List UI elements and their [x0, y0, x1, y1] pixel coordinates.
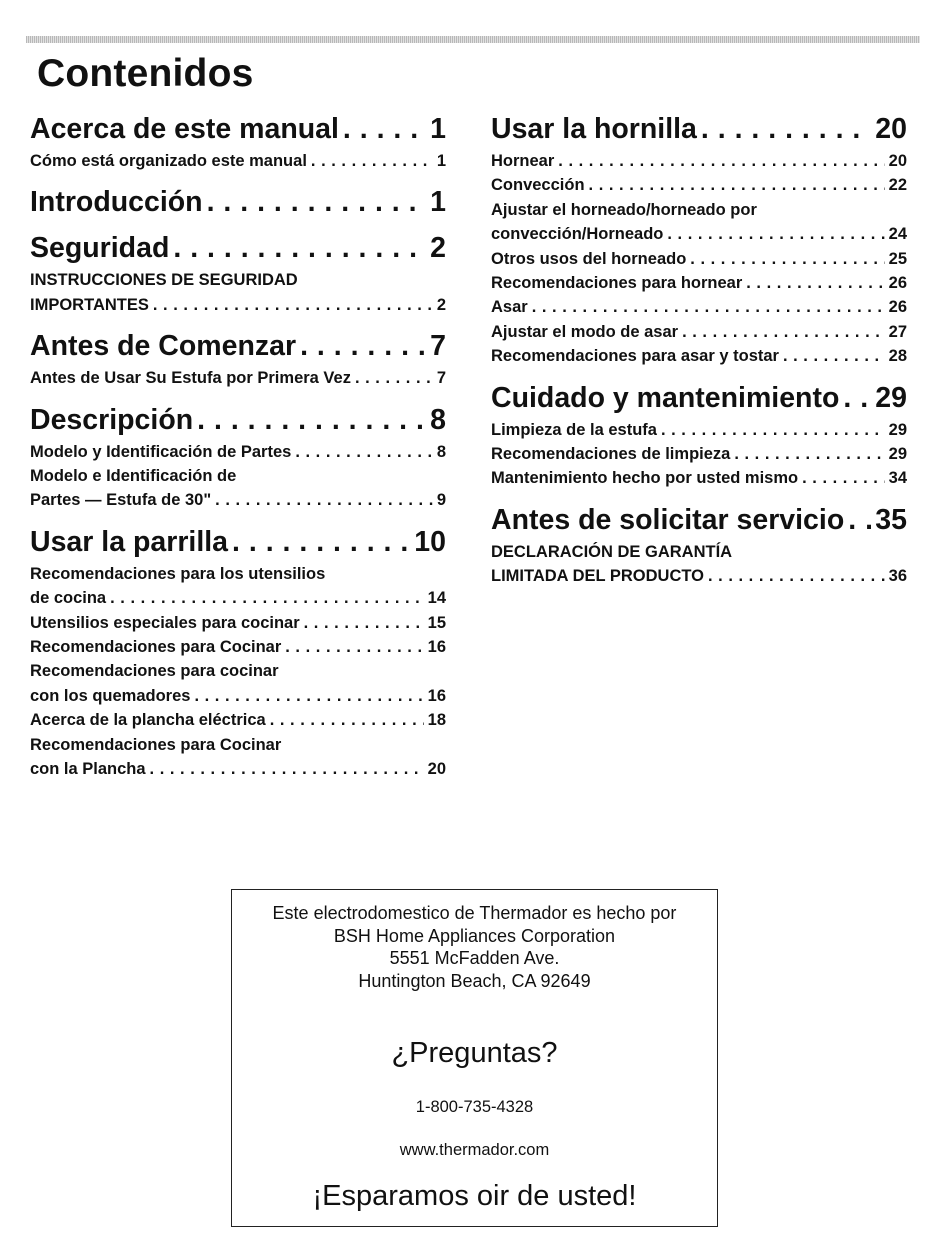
- toc-section-heading[interactable]: [30, 525, 446, 559]
- entry-page-number: 8: [436, 442, 446, 461]
- entry-page-number: 14: [427, 589, 446, 608]
- dot-leader: [311, 149, 433, 173]
- dot-leader: [848, 503, 871, 537]
- entry-page-number: 26: [888, 274, 907, 293]
- toc-entry-line: Recomendaciones para Cocinar: [30, 735, 282, 754]
- dot-leader: [667, 222, 884, 246]
- toc-entry-line: Recomendaciones para los utensilios: [30, 564, 326, 583]
- entry-page-number: 25: [888, 249, 907, 268]
- entry-title: Antes de Usar Su Estufa por Primera Vez: [30, 369, 351, 388]
- entry-title: Utensilios especiales para cocinar: [30, 613, 300, 632]
- toc-entry[interactable]: [491, 173, 907, 197]
- section-page-number: 20: [875, 113, 907, 145]
- dot-leader: [661, 418, 885, 442]
- toc-entry-line: Ajustar el horneado/horneado por: [491, 200, 757, 219]
- toc-entry[interactable]: [491, 271, 907, 295]
- entry-page-number: 15: [427, 613, 446, 632]
- dot-leader: [215, 488, 433, 512]
- manufacturer-address: [232, 902, 717, 992]
- dot-leader: [295, 440, 433, 464]
- toc-section-heading[interactable]: [491, 381, 907, 415]
- dot-leader: [110, 586, 424, 610]
- section-page-number: 35: [875, 503, 907, 536]
- toc-entry-line: INSTRUCCIONES DE SEGURIDAD: [30, 271, 298, 290]
- website-link[interactable]: www.thermador.com: [399, 1141, 550, 1159]
- entry-page-number: 16: [427, 686, 446, 705]
- section-page-number: 1: [430, 113, 446, 145]
- entry-title: Hornear: [491, 152, 555, 170]
- manufacturer-line: Este electrodomestico de Thermador es hecho por: [272, 903, 677, 923]
- dot-leader: [150, 757, 424, 781]
- entry-title: con los quemadores: [30, 686, 191, 705]
- toc-entry[interactable]: [30, 757, 446, 781]
- section-title: Antes de solicitar servicio: [491, 503, 845, 536]
- entry-title: Ajustar el modo de asar: [491, 322, 679, 341]
- questions-heading: ¿Preguntas?: [391, 1037, 558, 1069]
- entry-title: Modelo y Identificación de Partes: [30, 442, 292, 461]
- toc-entry[interactable]: [30, 293, 446, 317]
- toc-entry[interactable]: [30, 586, 446, 610]
- dot-leader: [802, 466, 885, 490]
- section-title: Descripción: [30, 403, 194, 436]
- dot-leader: [746, 271, 884, 295]
- entry-page-number: 26: [888, 298, 907, 317]
- page-title: Contenidos: [37, 52, 254, 95]
- toc-entry[interactable]: [30, 488, 446, 512]
- dot-leader: [173, 231, 426, 265]
- entry-page-number: 9: [436, 491, 446, 510]
- dot-leader: [734, 442, 884, 466]
- entry-title: Partes — Estufa de 30": [30, 491, 212, 510]
- entry-title: IMPORTANTES: [30, 295, 149, 314]
- toc-entry-line: Recomendaciones para cocinar: [30, 662, 279, 681]
- section-title: Seguridad: [30, 232, 170, 265]
- toc-left-column: [30, 112, 446, 782]
- toc-entry-line: DECLARACIÓN DE GARANTÍA: [491, 542, 733, 561]
- entry-title: Recomendaciones de limpieza: [491, 445, 731, 464]
- entry-title: Recomendaciones para hornear: [491, 274, 743, 293]
- toc-entry[interactable]: [30, 611, 446, 635]
- dot-leader: [682, 320, 885, 344]
- entry-page-number: 34: [888, 469, 907, 488]
- dot-leader: [285, 635, 423, 659]
- entry-page-number: 36: [888, 567, 907, 586]
- dot-leader: [197, 403, 426, 437]
- dot-leader: [843, 381, 871, 415]
- dot-leader: [690, 247, 884, 271]
- entry-title: convección/Horneado: [491, 225, 664, 244]
- toc-entry-line: Modelo e Identificación de: [30, 467, 237, 486]
- toc-section-heading[interactable]: [30, 185, 446, 219]
- entry-page-number: 7: [436, 369, 446, 388]
- toc-entry[interactable]: [491, 344, 907, 368]
- entry-title: de cocina: [30, 589, 107, 608]
- toc-entry[interactable]: [491, 149, 907, 173]
- dot-leader: [300, 329, 426, 363]
- dot-leader: [304, 611, 424, 635]
- section-title: Usar la hornilla: [491, 113, 697, 145]
- section-title: Antes de Comenzar: [30, 330, 297, 363]
- toc-entry[interactable]: [30, 684, 446, 708]
- entry-page-number: 2: [436, 295, 446, 314]
- entry-title: LIMITADA DEL PRODUCTO: [491, 567, 704, 586]
- toc-entry[interactable]: [491, 295, 907, 319]
- section-page-number: 8: [430, 403, 446, 436]
- entry-page-number: 29: [888, 420, 907, 439]
- entry-title: Asar: [491, 298, 528, 317]
- toc-entry[interactable]: [491, 466, 907, 490]
- entry-page-number: 1: [436, 152, 446, 170]
- toc-section-heading[interactable]: [491, 503, 907, 537]
- section-page-number: 10: [414, 525, 446, 558]
- section-page-number: 2: [430, 232, 446, 265]
- section-title: Acerca de este manual: [30, 113, 339, 145]
- toc-section-heading[interactable]: [30, 231, 446, 265]
- entry-title: Recomendaciones para asar y tostar: [491, 347, 779, 366]
- entry-page-number: 24: [888, 225, 907, 244]
- toc-entry[interactable]: [491, 247, 907, 271]
- dot-leader: [343, 112, 426, 146]
- dot-leader: [355, 366, 433, 390]
- entry-title: Recomendaciones para Cocinar: [30, 638, 282, 657]
- entry-title: con la Plancha: [30, 760, 146, 779]
- toc-entry[interactable]: [491, 320, 907, 344]
- closing-message: ¡Esparamos oir de usted!: [312, 1180, 637, 1212]
- toc-right-column: [491, 112, 907, 589]
- section-title: Cuidado y mantenimiento: [491, 381, 840, 414]
- entry-title: Convección: [491, 176, 585, 195]
- entry-page-number: 18: [427, 711, 446, 730]
- entry-title: Cómo está organizado este manual: [30, 152, 307, 170]
- section-page-number: 1: [430, 186, 446, 219]
- top-rule: [26, 36, 920, 43]
- toc-entry[interactable]: [30, 149, 446, 173]
- dot-leader: [207, 185, 427, 219]
- entry-page-number: 27: [888, 322, 907, 341]
- entry-title: Otros usos del horneado: [491, 249, 687, 268]
- entry-page-number: 22: [888, 176, 907, 195]
- toc-section-heading[interactable]: [491, 112, 907, 146]
- section-page-number: 7: [430, 330, 446, 363]
- company-name: BSH Home Appliances Corporation: [333, 925, 616, 946]
- toc-entry[interactable]: [30, 366, 446, 390]
- entry-page-number: 16: [427, 638, 446, 657]
- toc-entry[interactable]: [30, 440, 446, 464]
- toc-entry[interactable]: [491, 418, 907, 442]
- phone-number: 1-800-735-4328: [415, 1098, 534, 1116]
- toc-entry[interactable]: [491, 442, 907, 466]
- dot-leader: [708, 564, 885, 588]
- toc-section-heading[interactable]: [30, 329, 446, 363]
- city-address: Huntington Beach, CA 92649: [358, 970, 591, 991]
- entry-title: Limpieza de la estufa: [491, 420, 657, 439]
- entry-page-number: 28: [888, 347, 907, 366]
- entry-title: Mantenimiento hecho por usted mismo: [491, 469, 799, 488]
- entry-page-number: 20: [888, 152, 907, 170]
- toc-section-heading[interactable]: [30, 112, 446, 146]
- dot-leader: [783, 344, 885, 368]
- entry-page-number: 20: [427, 760, 446, 779]
- dot-leader: [194, 684, 423, 708]
- toc-entry[interactable]: [30, 635, 446, 659]
- toc-entry[interactable]: [30, 708, 446, 732]
- dot-leader: [532, 295, 885, 319]
- dot-leader: [589, 173, 885, 197]
- entry-page-number: 29: [888, 445, 907, 464]
- dot-leader: [153, 293, 433, 317]
- toc-entry[interactable]: [491, 564, 907, 588]
- section-page-number: 29: [875, 381, 907, 414]
- toc-entry[interactable]: [491, 222, 907, 246]
- dot-leader: [701, 112, 871, 146]
- dot-leader: [558, 149, 884, 173]
- dot-leader: [270, 708, 424, 732]
- entry-title: Acerca de la plancha eléctrica: [30, 711, 266, 730]
- toc-section-heading[interactable]: [30, 403, 446, 437]
- street-address: 5551 McFadden Ave.: [389, 948, 560, 968]
- section-title: Usar la parrilla: [30, 525, 229, 558]
- section-title: Introducción: [30, 186, 203, 219]
- dot-leader: [232, 525, 410, 559]
- contact-info-box: [231, 889, 718, 1227]
